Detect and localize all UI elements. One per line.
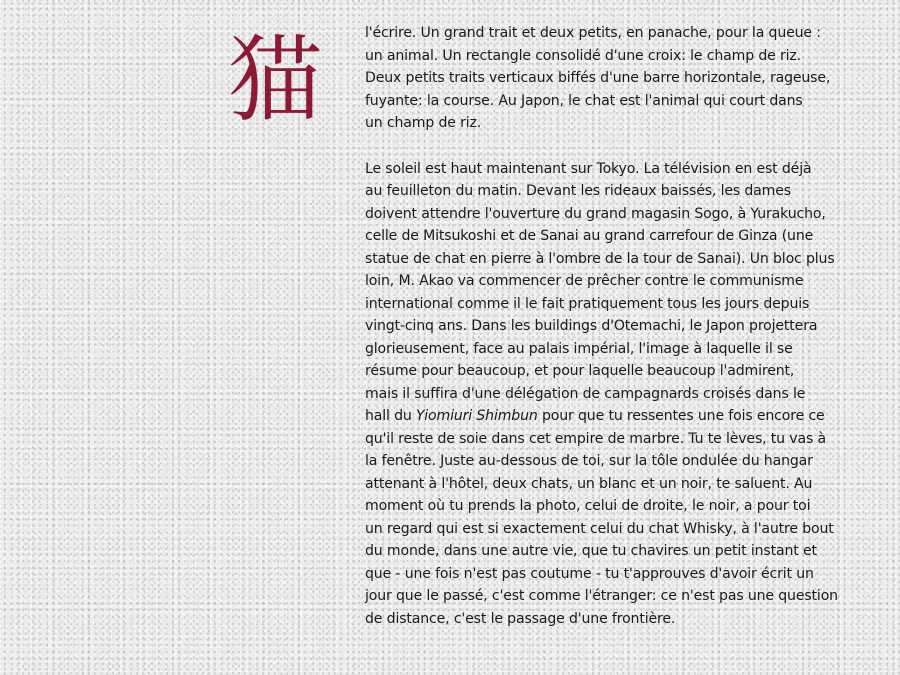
text-line: glorieusement, face au palais impérial, l'image à laquelle il se	[365, 340, 793, 357]
text-line: que - une fois n'est pas coutume - tu t'approuves d'avoir écrit un	[365, 565, 814, 582]
paragraph-writing-the-character	[365, 22, 885, 135]
text-line: statue de chat en pierre à l'ombre de la tour de Sanai). Un bloc plus	[365, 250, 835, 267]
text-line: un champ de riz.	[365, 115, 482, 131]
text-line: Deux petits traits verticaux biffés d'une barre horizontale, rageuse,	[365, 70, 831, 86]
text-line-with-newspaper-title	[365, 405, 885, 428]
cat-kanji-glyph: 猫	[227, 26, 322, 135]
text-line: l'écrire. Un grand trait et deux petits, en panache, pour la queue :	[365, 25, 821, 41]
paragraph-spacer	[365, 135, 885, 158]
text-line: celle de Mitsukoshi et de Sanai au grand carrefour de Ginza (une	[365, 228, 814, 244]
text-fragment: pour que tu ressentes une fois encore ce	[537, 408, 825, 424]
text-fragment: hall du	[365, 408, 417, 424]
text-line: Le soleil est haut maintenant sur Tokyo. La télévision en est déjà	[365, 160, 812, 177]
text-line: un regard qui est si exactement celui du chat Whisky, à l'autre bout	[365, 520, 834, 537]
newspaper-title: Yiomiuri Shimbun	[416, 408, 538, 424]
text-line: vingt-cinq ans. Dans les buildings d'Otemachi, le Japon projettera	[365, 318, 818, 334]
text-line: résume pour beaucoup, et pour laquelle beaucoup l'admirent,	[365, 363, 795, 379]
text-line: qu'il reste de soie dans cet empire de marbre. Tu te lèves, tu vas à	[365, 430, 826, 447]
text-line: la fenêtre. Juste au-dessous de toi, sur la tôle ondulée du hangar	[365, 453, 813, 469]
text-line: international comme il le fait pratiquement tous les jours depuis	[365, 295, 810, 312]
text-line: moment où tu prends la photo, celui de droite, le noir, a pour toi	[365, 498, 811, 514]
text-line: fuyante: la course. Au Japon, le chat est l'animal qui court dans	[365, 92, 803, 109]
text-line: du monde, dans une autre vie, que tu chavires un petit instant et	[365, 543, 817, 559]
text-line: jour que le passé, c'est comme l'étranger: ce n'est pas une question	[365, 588, 838, 604]
paragraph-tokyo-morning	[365, 158, 885, 631]
text-line: loin, M. Akao va commencer de prêcher contre le communisme	[365, 273, 804, 289]
text-line: mais il suffira d'une délégation de campagnards croisés dans le	[365, 385, 806, 402]
text-column	[365, 22, 885, 630]
text-line: de distance, c'est le passage d'une frontière.	[365, 610, 676, 627]
text-line: un animal. Un rectangle consolidé d'une croix: le champ de riz.	[365, 47, 801, 64]
text-line: attenant à l'hôtel, deux chats, un blanc et un noir, te saluent. Au	[365, 475, 813, 492]
text-line: doivent attendre l'ouverture du grand magasin Sogo, à Yurakucho,	[365, 205, 826, 222]
text-line: au feuilleton du matin. Devant les rideaux baissés, les dames	[365, 183, 791, 199]
